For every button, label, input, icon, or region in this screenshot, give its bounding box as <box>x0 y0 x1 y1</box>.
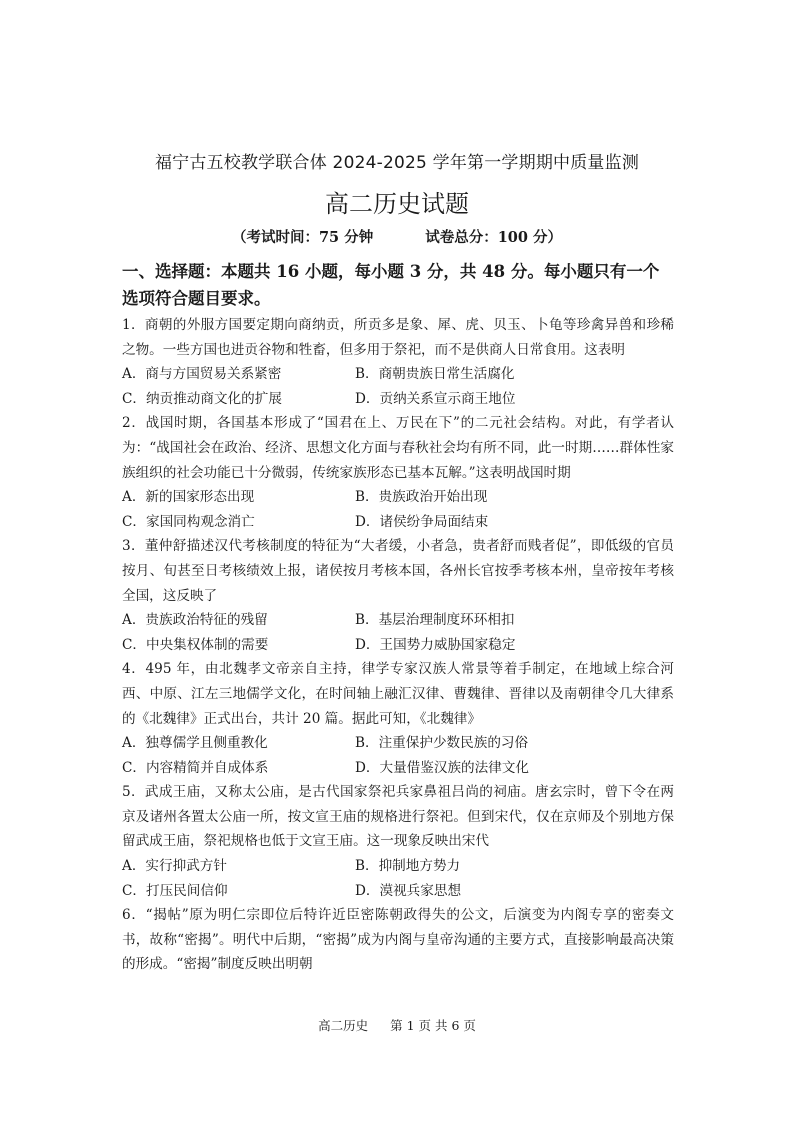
exam-content <box>122 258 674 977</box>
option-row <box>122 854 674 879</box>
option-d: D．漠视兵家思想 <box>355 882 462 899</box>
question-3 <box>122 534 674 657</box>
option-row <box>122 510 674 535</box>
option-b: B．注重保护少数民族的习俗 <box>355 735 529 752</box>
option-d: D．王国势力威胁国家稳定 <box>355 636 516 653</box>
question-6 <box>122 903 674 977</box>
option-a: A．实行抑武方针 <box>122 858 227 875</box>
question-stem: 4．495 年，由北魏孝文帝亲自主持，律学专家汉族人常景等着手制定，在地域上综合河西、中原、江左三地儒学文化，在时间轴上融汇汉律、曹魏律、晋律以及南朝律令几大律系的《北魏律》正式出台，共计 20 篇。据此可知，《北魏律》 <box>122 661 674 727</box>
option-c: C．打压民间信仰 <box>122 882 228 899</box>
question-stem: 2．战国时期，各国基本形成了“国君在上、万民在下”的二元社会结构。对此，有学者认为：“战国社会在政治、经济、思想文化方面与春秋社会均有所不同，此一时期……群体性家族组织的社会功能已十分微弱，传统家族形态已基本瓦解。”这表明战国时期 <box>122 415 674 481</box>
option-b: B．贵族政治开始出现 <box>355 489 488 506</box>
option-row <box>122 387 674 412</box>
exam-total-score: 试卷总分：100 分） <box>425 229 563 246</box>
question-stem: 3．董仲舒描述汉代考核制度的特征为“大者缓，小者急，贵者舒而贱者促”，即低级的官员按月、旬甚至日考核绩效上报，诸侯按月考核本国，各州长官按季考核本州，皇帝按年考核全国，这反映了 <box>122 538 674 604</box>
exam-time: （考试时间：75 分钟 <box>231 229 374 246</box>
option-d: D．诸侯纷争局面结束 <box>355 513 489 530</box>
question-1 <box>122 313 674 411</box>
option-row <box>122 731 674 756</box>
option-row <box>122 362 674 387</box>
option-c: C．家国同构观念消亡 <box>122 513 255 530</box>
footer-page-number: 第 1 页 共 6 页 <box>390 1018 476 1033</box>
question-2 <box>122 411 674 534</box>
question-4 <box>122 657 674 780</box>
section-heading: 一、选择题：本题共 16 小题，每小题 3 分，共 48 分。每小题只有一个选项符合题目要求。 <box>122 262 660 308</box>
option-c: C．中央集权体制的需要 <box>122 636 269 653</box>
page-footer <box>0 1016 794 1034</box>
option-c: C．纳贡推动商文化的扩展 <box>122 390 282 407</box>
question-5 <box>122 780 674 903</box>
option-b: B．商朝贵族日常生活腐化 <box>355 366 515 383</box>
option-row <box>122 756 674 781</box>
footer-subject: 高二历史 <box>318 1018 369 1033</box>
question-stem: 6．“揭帖”原为明仁宗即位后特许近臣密陈朝政得失的公文，后演变为内阁专享的密奏文书，故称“密揭”。明代中后期，“密揭”成为内阁与皇帝沟通的主要方式，直接影响最高决策的形成。“密揭”制度反映出明朝 <box>122 907 674 973</box>
option-row <box>122 633 674 658</box>
option-row <box>122 608 674 633</box>
option-row <box>122 485 674 510</box>
option-a: A．贵族政治特征的残留 <box>122 612 268 629</box>
option-a: A．商与方国贸易关系紧密 <box>122 366 282 383</box>
exam-title-subject: 高二历史试题 <box>325 190 469 218</box>
option-d: D．大量借鉴汉族的法律文化 <box>355 759 530 776</box>
question-stem: 1．商朝的外服方国要定期向商纳贡，所贡多是象、犀、虎、贝玉、卜龟等珍禽异兽和珍稀之物。一些方国也进贡谷物和牲畜，但多用于祭祀，而不是供商人日常食用。这表明 <box>122 317 674 358</box>
option-c: C．内容精简并自成体系 <box>122 759 269 776</box>
option-b: B．基层治理制度环环相扣 <box>355 612 515 629</box>
option-row <box>122 879 674 904</box>
option-b: B．抑制地方势力 <box>355 858 461 875</box>
question-stem: 5．武成王庙，又称太公庙，是古代国家祭祀兵家鼻祖吕尚的祠庙。唐玄宗时，曾下令在两京及诸州各置太公庙一所，按文宣王庙的规格进行祭祀。但到宋代，仅在京师及个别地方保留武成王庙，祭祀规格也低于文宣王庙。这一现象反映出宋代 <box>122 784 674 850</box>
exam-info <box>0 226 794 247</box>
option-a: A．独尊儒学且侧重教化 <box>122 735 268 752</box>
option-d: D．贡纳关系宣示商王地位 <box>355 390 516 407</box>
option-a: A．新的国家形态出现 <box>122 489 255 506</box>
exam-title-line1: 福宁古五校教学联合体 2024-2025 学年第一学期期中质量监测 <box>154 153 640 173</box>
